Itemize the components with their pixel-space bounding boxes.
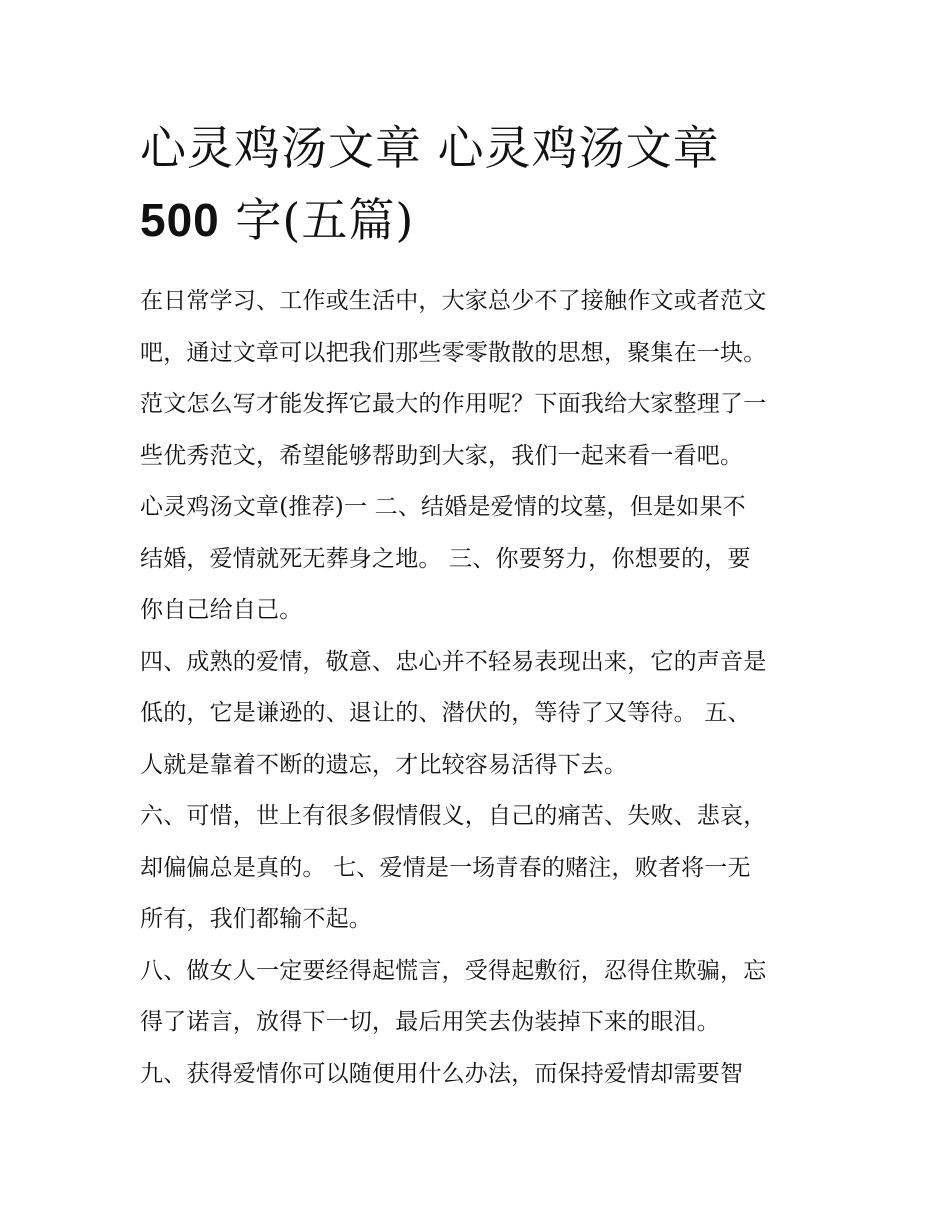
text-line: 所有，我们都输不起。 <box>140 906 372 932</box>
paragraph-item-eight <box>140 946 830 1049</box>
title-line-1: 心灵鸡汤文章 心灵鸡汤文章 <box>140 121 720 175</box>
text-line: 人就是靠着不断的遗忘，才比较容易活得下去。 <box>140 751 628 778</box>
text-line: 在日常学习、工作或生活中，大家总少不了接触作文或者范文 <box>140 288 767 314</box>
text-line: 六、可惜，世上有很多假情假义，自己的痛苦、失败、悲哀， <box>140 803 767 829</box>
paragraph-item-six <box>140 791 830 946</box>
text-line: 却偏偏总是真的。 七、爱情是一场青春的赌注，败者将一无 <box>140 854 751 881</box>
paragraph-item-nine <box>140 1049 830 1101</box>
paragraph-intro <box>140 276 830 482</box>
text-line: 结婚，爱情就死无葬身之地。 三、你要努力，你想要的，要 <box>140 545 751 572</box>
text-line: 吧，通过文章可以把我们那些零零散散的思想，聚集在一块。 <box>140 339 767 366</box>
paragraph-article-one <box>140 482 830 637</box>
title-number: 500 <box>140 194 220 246</box>
title-suffix: 字(五篇) <box>219 193 415 247</box>
text-line: 九、获得爱情你可以随便用什么办法，而保持爱情却需要智 <box>140 1060 744 1087</box>
title-line-2 <box>140 184 820 256</box>
text-line: 低的，它是谦逊的、退让的、潜伏的，等待了又等待。 五、 <box>140 700 751 726</box>
paragraph-item-four <box>140 637 830 792</box>
text-line: 四、成熟的爱情，敬意、忠心并不轻易表现出来，它的声音是 <box>140 648 767 675</box>
text-line: 得了诺言，放得下一切，最后用笑去伪装掉下来的眼泪。 <box>140 1009 720 1035</box>
text-line: 范文怎么写才能发挥它最大的作用呢？下面我给大家整理了一 <box>140 391 767 417</box>
document-title <box>140 112 820 256</box>
text-line: 些优秀范文，希望能够帮助到大家，我们一起来看一看吧。 <box>140 442 744 469</box>
document-body <box>140 276 830 1100</box>
text-line: 心灵鸡汤文章(推荐)一 二、结婚是爱情的坟墓，但是如果不 <box>140 494 746 520</box>
text-line: 你自己给自己。 <box>140 597 303 623</box>
text-line: 八、做女人一定要经得起慌言，受得起敷衍，忍得住欺骗，忘 <box>140 957 767 984</box>
